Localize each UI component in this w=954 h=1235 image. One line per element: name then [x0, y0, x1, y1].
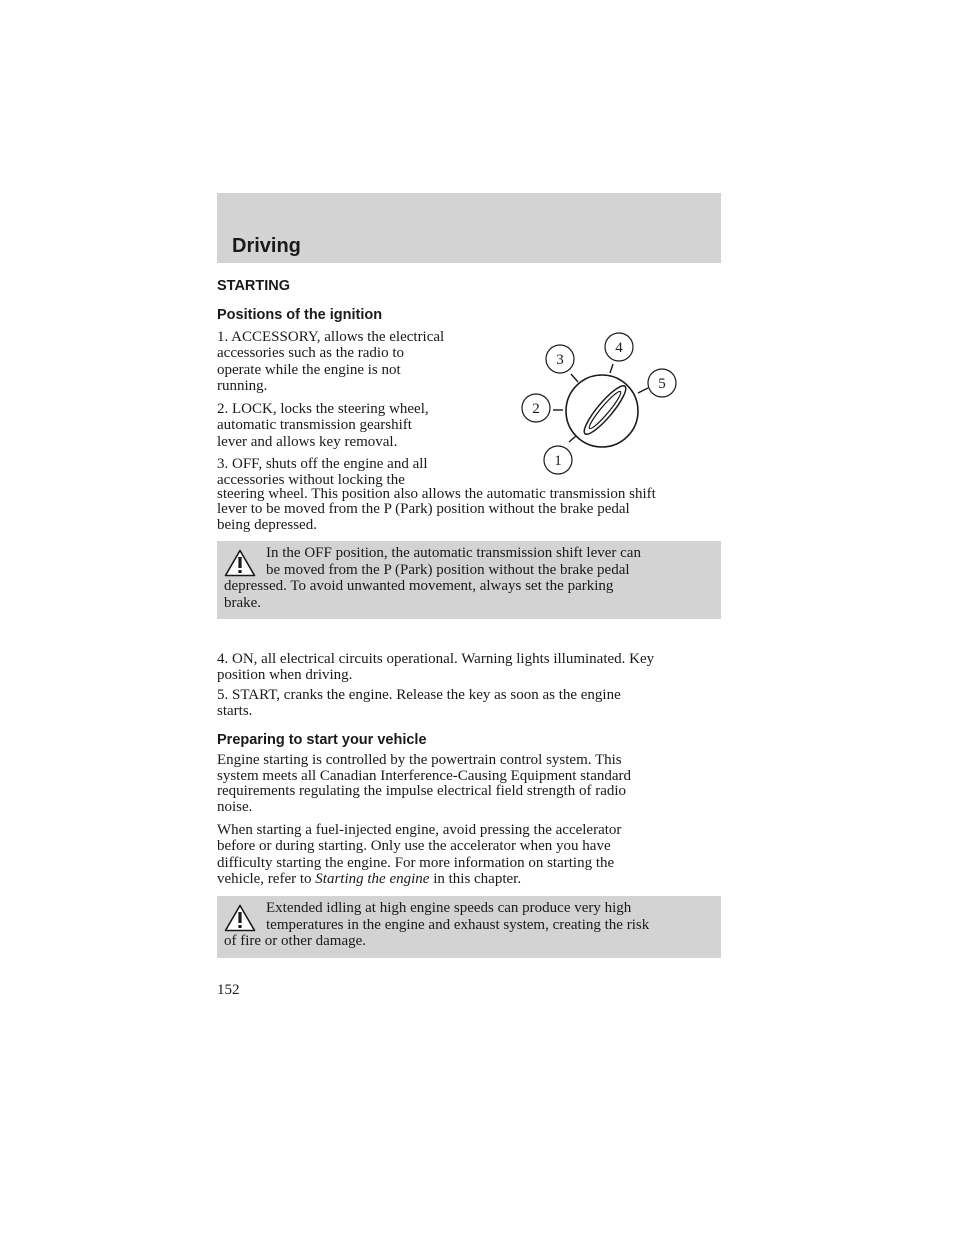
ignition-item-accessory: 1. ACCESSORY, allows the electrical accessories such as the radio to operate while the engine is not running. [217, 329, 445, 395]
cross-reference-link: Starting the engine [315, 871, 430, 888]
callout-2 [522, 394, 550, 422]
ignition-item-on: 4. ON, all electrical circuits operational. Warning lights illuminated. Key position when driving. [217, 651, 655, 683]
warning-text-idling: Extended idling at high engine speeds can produce very high temperatures in the engine and exhaust system, creating the risk of fire or other damage. [224, 900, 650, 950]
preparing-paragraph-1: Engine starting is controlled by the powertrain control system. This system meets all Canadian Interference-Causing Equipment standard requirements regulating the impulse electrical field strength of radio noise. [217, 752, 632, 816]
callout-5 [648, 369, 676, 397]
svg-text:1: 1 [554, 453, 562, 469]
callout-4 [605, 333, 633, 361]
section-title: STARTING [217, 278, 291, 294]
svg-text:4: 4 [615, 340, 623, 356]
callout-3 [546, 345, 574, 373]
tick-position-4 [610, 364, 613, 373]
ignition-item-off-continued: steering wheel. This position also allows the automatic transmission shift lever to be moved from the P (Park) position without the brake pedal being depressed. [217, 486, 656, 533]
svg-text:5: 5 [658, 376, 666, 392]
preparing-heading: Preparing to start your vehicle [217, 732, 427, 748]
callout-1 [544, 446, 572, 474]
ignition-heading: Positions of the ignition [217, 307, 383, 323]
warning-box-idling [217, 896, 721, 958]
chapter-header [217, 193, 721, 263]
chapter-title: Driving [232, 235, 301, 257]
ignition-item-lock: 2. LOCK, locks the steering wheel, automatic transmission gearshift lever and allows key removal. [217, 401, 429, 450]
warning-text-off-position: In the OFF position, the automatic transmission shift lever can be moved from the P (Park) position without the brake pedal depressed. To avoid unwanted movement, always set the parking brake. [224, 545, 641, 611]
ignition-item-start: 5. START, cranks the engine. Release the key as soon as the engine starts. [217, 687, 621, 719]
svg-text:2: 2 [532, 401, 540, 417]
tick-position-3 [571, 374, 578, 382]
ignition-switch-diagram [515, 330, 685, 480]
preparing-paragraph-2: When starting a fuel-injected engine, avoid pressing the accelerator before or during starting. Only use the accelerator when you have difficulty starting the engine. For more information on starting the vehicle, refer to Starting the engine in this chapter. [217, 822, 622, 888]
warning-box-off-position [217, 541, 721, 619]
page-number: 152 [217, 982, 240, 998]
tick-position-5 [638, 388, 648, 393]
svg-text:3: 3 [556, 352, 564, 368]
ignition-item-off: 3. OFF, shuts off the engine and all accessories without locking the [217, 456, 428, 489]
tick-position-1 [569, 436, 576, 442]
